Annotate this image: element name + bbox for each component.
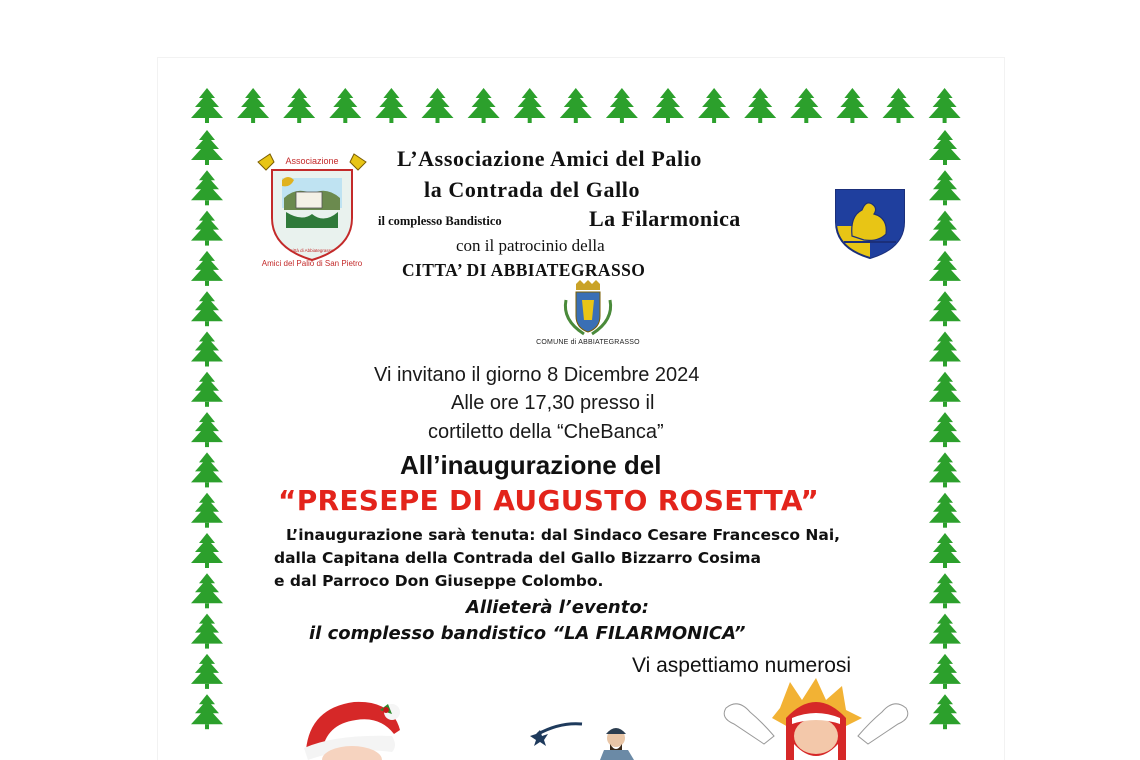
- description-line-2: dalla Capitana della Contrada del Gallo Bizzarro Cosima: [274, 549, 761, 567]
- invite-heading: All’inaugurazione del: [400, 450, 662, 480]
- nativity-star-icon: [530, 712, 640, 760]
- invite-date: Vi invitano il giorno 8 Dicembre 2024: [374, 364, 700, 386]
- header-city: CITTA’ DI ABBIATEGRASSO: [402, 260, 646, 280]
- header-band-name: La Filarmonica: [589, 206, 741, 231]
- header-association: L’Associazione Amici del Palio: [397, 146, 703, 171]
- contrada-shield-icon: [832, 186, 908, 260]
- santa-claus-icon: [716, 678, 916, 760]
- closing-text: Vi aspettiamo numerosi: [632, 654, 852, 677]
- invite-time: Alle ore 17,30 presso il: [451, 392, 655, 414]
- santa-claus-icon: [296, 690, 416, 760]
- entertainment-band: il complesso bandistico “LA FILARMONICA”: [309, 623, 746, 644]
- comune-label: COMUNE di ABBIATEGRASSO: [536, 339, 640, 346]
- association-logo-icon: [252, 148, 372, 270]
- logo-top-text: Associazione: [285, 156, 339, 166]
- description-line-3: e dal Parroco Don Giuseppe Colombo.: [274, 572, 604, 590]
- comune-emblem-icon: [556, 280, 620, 338]
- event-title: “PRESEPE DI AUGUSTO ROSETTA”: [278, 484, 820, 517]
- header-patronage: con il patrocinio della: [456, 236, 605, 255]
- description-line-1: L’inaugurazione sarà tenuta: dal Sindaco Cesare Francesco Nai,: [286, 526, 841, 544]
- header-contrada: la Contrada del Gallo: [424, 177, 641, 202]
- logo-small-text: città di Abbiategrasso: [290, 248, 334, 253]
- header-band-prefix: il complesso Bandistico: [378, 214, 502, 228]
- invite-place: cortiletto della “CheBanca”: [428, 421, 664, 443]
- entertainment-heading: Allieterà l’evento:: [466, 597, 649, 618]
- logo-bottom-text: Amici del Palio di San Pietro: [261, 259, 363, 268]
